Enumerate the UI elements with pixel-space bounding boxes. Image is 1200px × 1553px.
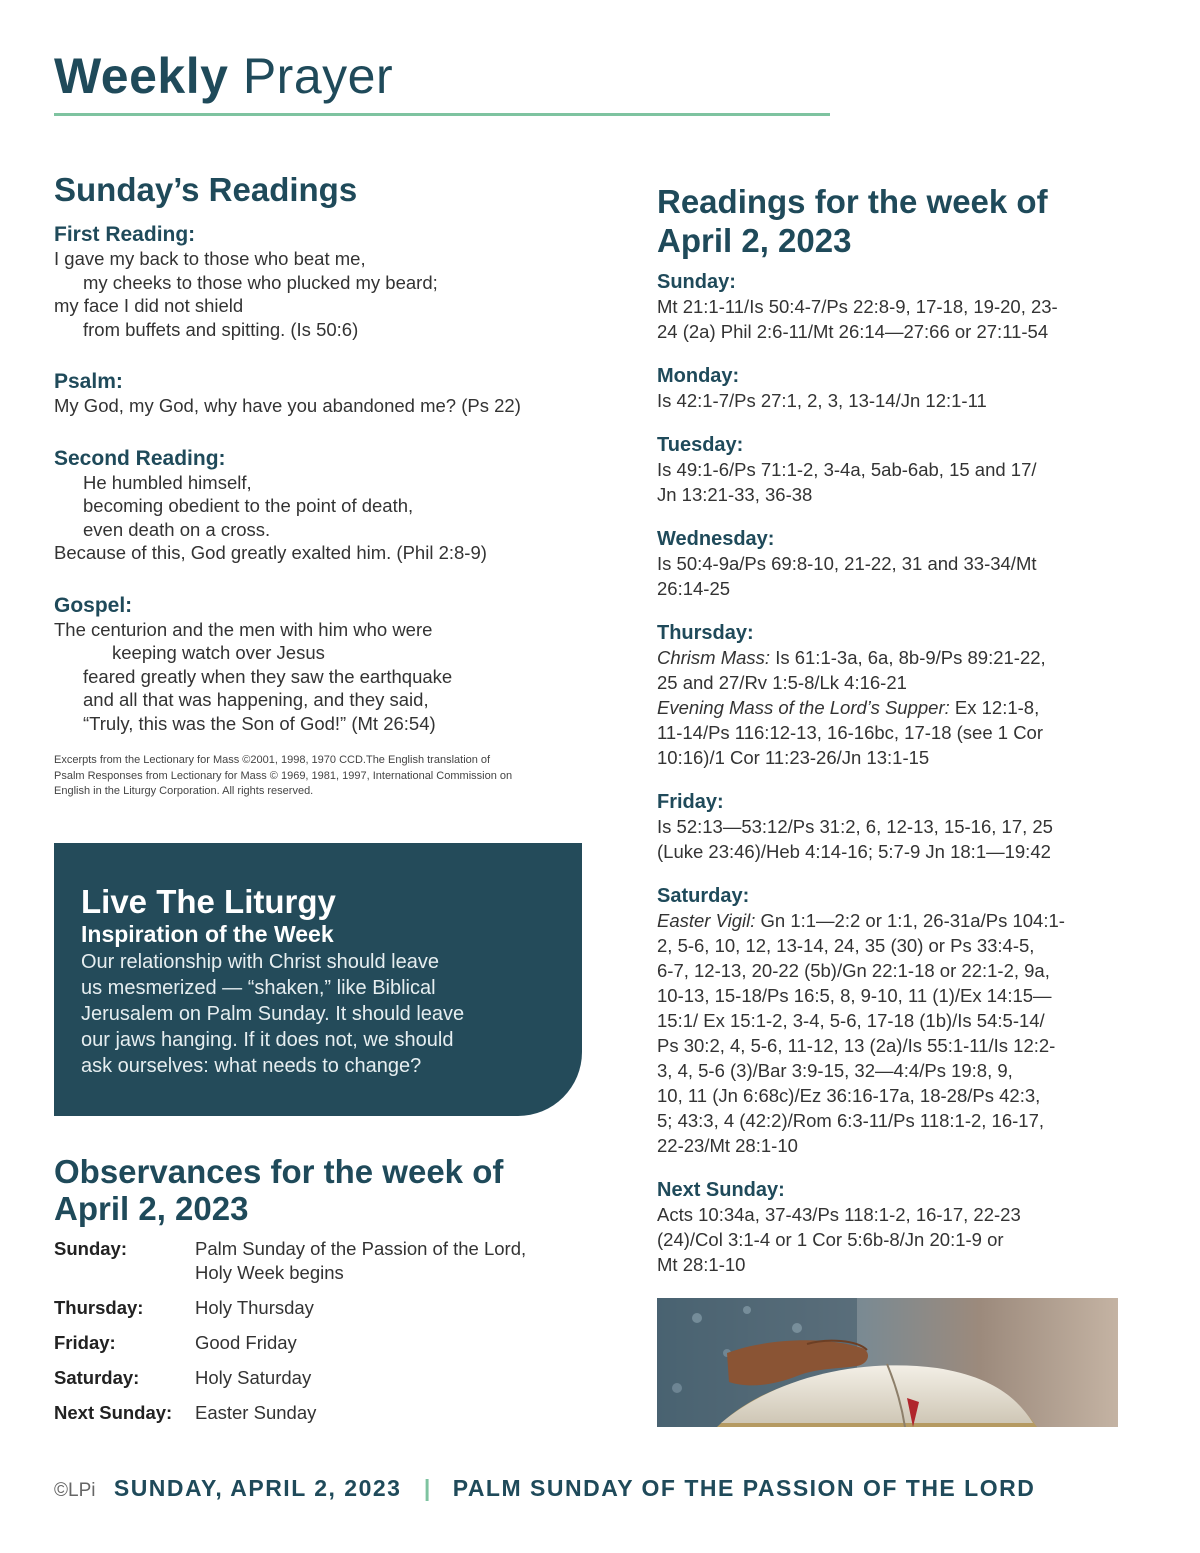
day-reading-line: Jn 13:21-33, 36-38 [657,484,813,505]
day-reading-line: Mt 21:1-11/Is 50:4-7/Ps 22:8-9, 17-18, 19-20, 23- [657,296,1058,317]
day-reading-line: 6-7, 12-13, 20-22 (5b)/Gn 22:1-18 or 22:1-2, 9a, [657,960,1050,981]
gospel [54,593,594,736]
reading-line: I gave my back to those who beat me, [54,248,366,269]
day-reading-line: 3, 4, 5-6 (3)/Bar 3:9-15, 32—4:4/Ps 19:8, 9, [657,1060,1013,1081]
day-readings-monday [657,364,1127,413]
day-reading-line: 25 and 27/Rv 1:5-8/Lk 4:16-21 [657,672,907,693]
copyright-line: English in the Liturgy Corporation. All rights reserved. [54,785,314,797]
day-reading-line: Mt 28:1-10 [657,1254,746,1275]
first-reading-label: First Reading: [54,223,196,246]
liturgy-line: Our relationship with Christ should leave [81,951,439,973]
gospel-label: Gospel: [54,593,133,617]
day-readings-wednesday [657,527,1127,601]
page-title-light: Prayer [242,48,394,104]
day-reading-line: 11-14/Ps 116:12-13, 16-16bc, 17-18 (see 1 Cor [657,722,1043,743]
observance-row [54,1331,594,1355]
day-label: Tuesday: [657,434,744,456]
week-readings-title-2: April 2, 2023 [657,222,852,259]
liturgy-line: our jaws hanging. If it does not, we should [81,1029,454,1051]
footer-date: SUNDAY, APRIL 2, 2023 [113,1475,402,1501]
reading-line: My God, my God, why have you abandoned me? (Ps 22) [54,395,521,416]
footer-lpi: ©LPi [54,1480,96,1501]
reading-line: He humbled himself, [83,471,252,493]
reading-line: The centurion and the men with him who were [54,618,433,640]
observance-line: Holy Week begins [195,1262,344,1283]
observance-value: Holy Thursday [195,1297,314,1318]
easter-vigil-text: Gn 1:1—2:2 or 1:1, 26-31a/Ps 104:1- [755,910,1065,931]
liturgy-line: ask ourselves: what needs to change? [81,1055,422,1077]
copyright-line: Psalm Responses from Lectionary for Mass © 1969, 1981, 1997, International Commission on [54,769,513,782]
day-reading-line [657,645,1127,670]
day-reading-line: 26:14-25 [657,578,731,599]
liturgy-line: us mesmerized — “shaken,” like Biblical [81,977,436,999]
day-reading-line: Is 49:1-6/Ps 71:1-2, 3-4a, 5ab-6ab, 15 and 17/ [657,459,1037,480]
day-reading-line: 10:16)/1 Cor 11:23-26/Jn 13:1-15 [657,747,930,768]
reading-line: from buffets and spitting. (Is 50:6) [83,318,359,340]
psalm-label: Psalm: [54,370,123,393]
live-the-liturgy-box [54,843,582,1116]
observance-row [54,1237,594,1285]
day-reading-line [657,695,1127,720]
observance-row [54,1366,594,1390]
page-title [54,46,393,106]
second-reading-label: Second Reading: [54,446,226,470]
day-reading-line: 2, 5-6, 10, 12, 13-14, 24, 35 (30) or Ps 33:4-5, [657,935,1035,956]
day-label: Next Sunday: [657,1179,785,1201]
observance-value: Good Friday [195,1332,297,1353]
evening-mass-label: Evening Mass of the Lord’s Supper: [657,697,950,718]
reading-line: even death on a cross. [83,518,271,540]
observance-row [54,1296,594,1320]
day-reading-line: 15:1/ Ex 15:1-2, 3-4, 5-6, 17-18 (1b)/Is 54:5-14/ [657,1010,1045,1031]
day-readings-thursday [657,621,1127,770]
day-reading-line: 10-13, 15-18/Ps 16:5, 8, 9-10, 11 (1)/Ex 14:15— [657,985,1052,1006]
observance-day: Friday: [54,1332,116,1353]
chrism-mass-text: Is 61:1-3a, 6a, 8b-9/Ps 89:21-22, [770,647,1046,668]
observance-line: Palm Sunday of the Passion of the Lord, [195,1238,527,1259]
day-label: Monday: [657,365,740,387]
first-reading [54,222,594,341]
day-reading-line: Ps 30:2, 4, 5-6, 11-12, 13 (2a)/Is 55:1-11/Is 12:2- [657,1035,1056,1056]
copyright-line: Excerpts from the Lectionary for Mass ©2001, 1998, 1970 CCD.The English translation of [54,754,491,766]
day-reading-line: 22-23/Mt 28:1-10 [657,1135,798,1156]
sundays-readings-section [54,170,594,800]
observance-value: Easter Sunday [195,1402,317,1423]
header-divider [54,113,830,116]
day-label: Saturday: [657,885,750,907]
observance-value: Holy Saturday [195,1367,312,1388]
week-readings-title-1: Readings for the week of [657,183,1048,220]
day-label: Friday: [657,791,724,813]
observance-row [54,1401,594,1425]
day-readings-saturday [657,884,1127,1158]
live-liturgy-body [81,949,556,1079]
observances-title-2: April 2, 2023 [54,1190,249,1227]
day-reading-line: Is 50:4-9a/Ps 69:8-10, 21-22, 31 and 33-34/Mt [657,553,1037,574]
day-reading-line: (Luke 23:46)/Heb 4:14-16; 5:7-9 Jn 18:1—19:42 [657,841,1051,862]
footer [54,1474,1154,1505]
day-reading-line: 5; 43:3, 4 (42:2)/Rom 6:3-11/Ps 118:1-2, 16-17, [657,1110,1045,1131]
reading-line: Because of this, God greatly exalted him. (Phil 2:8-9) [54,542,487,563]
observance-day: Next Sunday: [54,1402,173,1423]
copyright-notice [54,753,594,800]
day-reading-line: Is 42:1-7/Ps 27:1, 2, 3, 13-14/Jn 12:1-11 [657,390,987,411]
bible-photo [657,1298,1118,1427]
day-readings-friday [657,790,1127,864]
week-readings-section [657,182,1127,1277]
observances-title-1: Observances for the week of [54,1153,504,1190]
reading-line: becoming obedient to the point of death, [83,495,414,516]
day-readings-sunday [657,270,1127,344]
day-reading-line [657,908,1127,933]
observances-section [54,1153,594,1425]
observance-day: Saturday: [54,1367,140,1388]
reading-line: my face I did not shield [54,295,244,316]
day-reading-line: 10, 11 (Jn 6:68c)/Ez 36:16-17a, 18-28/Ps 42:3, [657,1085,1041,1106]
day-readings-tuesday [657,433,1127,507]
day-label: Wednesday: [657,528,775,550]
observance-day: Thursday: [54,1297,144,1318]
reading-line: my cheeks to those who plucked my beard; [83,271,438,293]
day-reading-line: (24)/Col 3:1-4 or 1 Cor 5:6b-8/Jn 20:1-9 or [657,1229,1004,1250]
footer-feast: PALM SUNDAY OF THE PASSION OF THE LORD [452,1475,1036,1501]
reading-line: keeping watch over Jesus [112,642,325,663]
live-liturgy-title: Live The Liturgy [81,883,336,920]
chrism-mass-label: Chrism Mass: [657,647,771,668]
page-title-bold: Weekly [54,48,229,104]
observance-value [195,1237,526,1285]
observance-day: Sunday: [54,1238,127,1259]
day-label: Thursday: [657,622,754,644]
evening-mass-text: Ex 12:1-8, [949,697,1040,718]
footer-separator: | [423,1475,431,1501]
second-reading [54,446,594,565]
reading-line: “Truly, this was the Son of God!” (Mt 26:54) [83,712,436,734]
reading-line: and all that was happening, and they said, [83,689,429,710]
reading-line: feared greatly when they saw the earthquake [83,665,453,687]
day-readings-next-sunday [657,1178,1127,1277]
day-reading-line: Is 52:13—53:12/Ps 31:2, 6, 12-13, 15-16, 17, 25 [657,816,1053,837]
easter-vigil-label: Easter Vigil: [657,910,756,931]
liturgy-line: Jerusalem on Palm Sunday. It should leave [81,1003,465,1025]
day-reading-line: 24 (2a) Phil 2:6-11/Mt 26:14—27:66 or 27:11-54 [657,321,1049,342]
day-reading-line: Acts 10:34a, 37-43/Ps 118:1-2, 16-17, 22-23 [657,1204,1021,1225]
live-liturgy-subtitle: Inspiration of the Week [81,921,334,947]
sundays-readings-title: Sunday’s Readings [54,171,358,208]
day-label: Sunday: [657,271,736,293]
psalm [54,369,594,418]
